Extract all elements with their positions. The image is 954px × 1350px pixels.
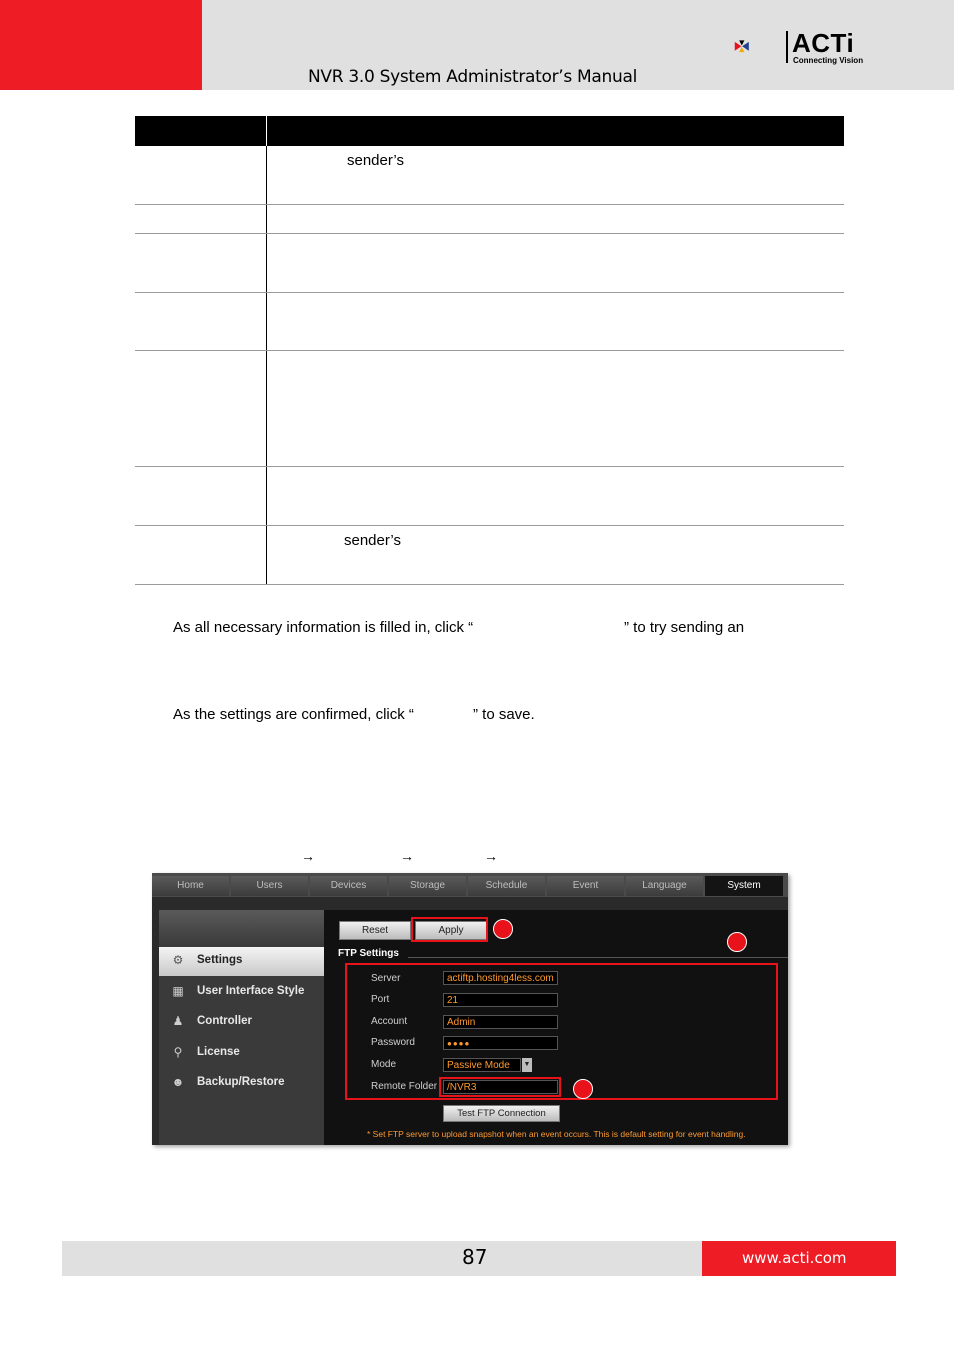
controller-icon: ♟ (172, 1014, 184, 1028)
table-row-line (135, 584, 844, 585)
sidebar-active-highlight (159, 947, 339, 976)
logo-wordmark: ACTi (792, 28, 855, 58)
arrow-right-icon: → (301, 848, 315, 864)
paragraph-test-end: ” to try sending an (624, 619, 745, 636)
top-nav (152, 873, 788, 897)
manual-title: NVR 3.0 System Administrator’s Manual (308, 67, 638, 87)
tab-home[interactable]: Home (152, 876, 229, 896)
tab-devices[interactable]: Devices (310, 876, 387, 896)
callout-marker (493, 919, 513, 939)
tab-language[interactable]: Language (626, 876, 703, 896)
port-input[interactable]: 21 (443, 993, 558, 1007)
table-header (135, 116, 844, 146)
port-label: Port (371, 994, 390, 1005)
tab-users[interactable]: Users (231, 876, 308, 896)
tab-storage[interactable]: Storage (389, 876, 466, 896)
ftp-settings-screenshot (152, 873, 788, 1145)
remote-folder-label: Remote Folder (371, 1081, 438, 1092)
page-number: 87 (462, 1245, 488, 1269)
apply-button[interactable]: Apply (415, 921, 487, 940)
arrow-right-icon: → (400, 848, 414, 864)
table-row-line (135, 525, 844, 526)
header-red-block (0, 0, 202, 90)
account-input[interactable]: Admin (443, 1015, 558, 1029)
table-cell-text: sender’s (344, 532, 401, 549)
arrow-right-icon: → (484, 848, 498, 864)
ftp-note: * Set FTP server to upload snapshot when an event occurs. This is default setting for event handling. (367, 1129, 746, 1139)
section-title: FTP Settings (338, 948, 399, 959)
paragraph-test-start: As all necessary information is filled in, click “ (173, 619, 474, 636)
logo-divider (786, 31, 788, 63)
key-icon: ⚲ (173, 1045, 183, 1059)
ftp-fields-highlight-box (345, 963, 778, 1100)
gear-icon: ⚙ (172, 953, 184, 967)
callout-marker (727, 932, 747, 952)
section-divider (408, 957, 788, 958)
acti-logo-icon (734, 28, 784, 66)
sidebar-top (159, 910, 324, 946)
remote-folder-highlight-box (439, 1077, 561, 1097)
callout-marker (573, 1079, 593, 1099)
paragraph-save-start: As the settings are confirmed, click “ (173, 706, 414, 723)
sidebar-item-license[interactable]: License (197, 1046, 240, 1058)
mode-select[interactable]: Passive Mode (443, 1058, 521, 1072)
logo-tagline: Connecting Vision (793, 56, 864, 65)
table-row-line (135, 466, 844, 467)
table-row-line (135, 292, 844, 293)
sidebar-item-backup-restore[interactable]: Backup/Restore (197, 1076, 285, 1088)
apply-highlight-box (411, 917, 488, 942)
mode-label: Mode (371, 1059, 397, 1070)
table-row-line (135, 233, 844, 234)
tab-schedule[interactable]: Schedule (468, 876, 545, 896)
password-label: Password (371, 1037, 415, 1048)
remote-folder-input[interactable]: /NVR3 (443, 1080, 558, 1094)
chevron-down-icon[interactable]: ▼ (522, 1058, 532, 1072)
test-ftp-connection-button[interactable]: Test FTP Connection (443, 1105, 560, 1122)
account-label: Account (371, 1016, 408, 1027)
layout-icon: ▦ (172, 984, 184, 998)
password-input[interactable]: ●●●● (443, 1036, 558, 1050)
sidebar-item-settings[interactable]: Settings (197, 954, 243, 966)
server-label: Server (371, 973, 401, 984)
table-header-divider (266, 116, 267, 146)
tab-event[interactable]: Event (547, 876, 624, 896)
sidebar-item-controller[interactable]: Controller (197, 1015, 252, 1027)
server-input[interactable]: actiftp.hosting4less.com (443, 971, 558, 985)
tab-system[interactable]: System (705, 876, 783, 896)
table-row-line (135, 350, 844, 351)
reset-button[interactable]: Reset (339, 921, 411, 940)
paragraph-save-end: ” to save. (473, 706, 535, 723)
table-row-line (135, 204, 844, 205)
table-cell-text: sender’s (347, 152, 404, 169)
website-link[interactable]: www.acti.com (742, 1249, 847, 1267)
user-icon: ☻ (171, 1075, 185, 1089)
sidebar-item-user-interface-style[interactable]: User Interface Style (197, 985, 305, 997)
